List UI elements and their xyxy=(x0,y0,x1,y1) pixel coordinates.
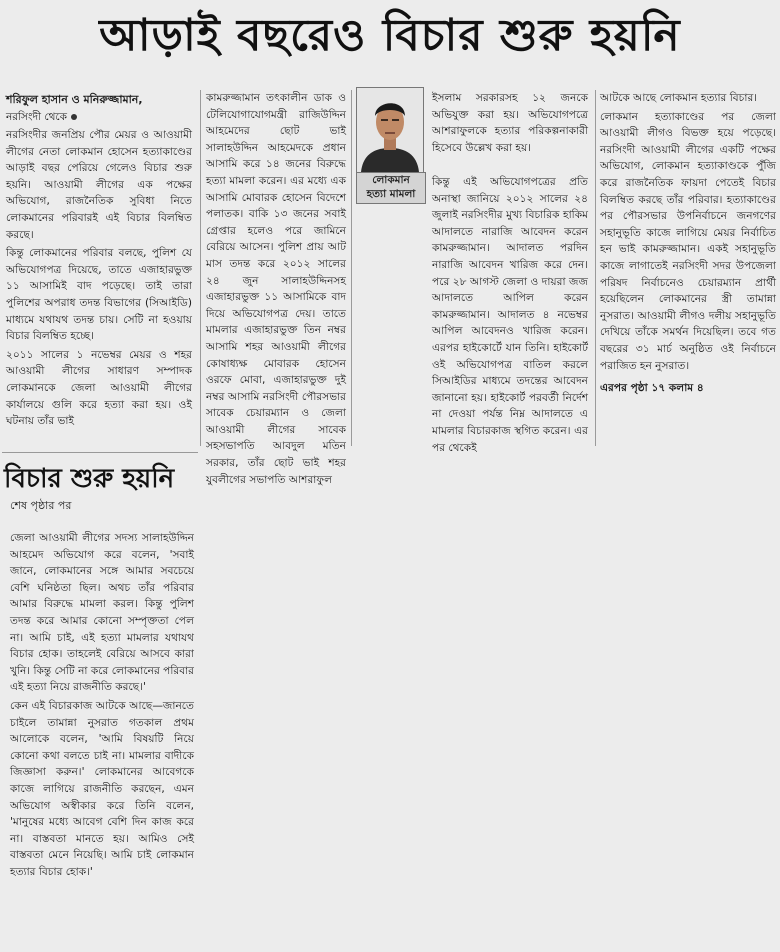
photo-caption-line-1: লোকমান xyxy=(372,174,410,186)
col1-paragraph: ২০১১ সালের ১ নভেম্বর মেয়র ও শহর আওয়ামী লীগের সাধারণ সম্পাদক লোকমানকে জেলা আওয়ামী লীগের কার্যালয়ে গুলি করে হত্যা করা হয়। ওই ঘটনায় তাঁর ভাই xyxy=(6,348,192,428)
col3-paragraph: কিন্তু এই অভিযোগপত্রের প্রতি অনাস্থা জানিয়ে ২০১২ সালের ২৪ জুলাই নরসিংদীর মুখ্য বিচারিক হাকিম আদালতে নারাজি আবেদন করেন কামরুজ্জামান। আদালত পরদিন নারাজি আবেদন খারিজ করে দেন। পরে ২৮ আগস্ট জেলা ও দায়রা জজ আদালতে আপিল করেন কামরুজ্জামান। আদালত ৪ নভেম্বর আপিল আবেদনও খারিজ করেন। এরপর হাইকোর্টে যান তিনি। হাইকোর্ট ওই অভিযোগপত্র বাতিল করলে সিআইডির মাধ্যমে তদন্তের আবেদন জানানো হয়। হাইকোর্ট পরবর্তী নির্দেশ না দেওয়া পর্যন্ত নিম্ন আদালতে এ মামলার বিচারকাজ স্থগিত করেন। এর পর থেকেই xyxy=(432,176,588,454)
continued-on-label: এরপর পৃষ্ঠা ১৭ কলাম ৪ xyxy=(600,382,704,395)
continuation-subhead: বিচার শুরু হয়নি xyxy=(4,464,175,494)
article-column-3-continued xyxy=(432,174,588,454)
col4-paragraph: আটকে আছে লোকমান হত্যার বিচার। xyxy=(600,92,758,104)
continuation-paragraph: জেলা আওয়ামী লীগের সদস্য সালাহউদ্দিন আহমেদ অভিযোগ করে বলেন, 'সবাই জানে, লোকমানের সঙ্গে আমার সবচেয়ে বেশি ঘনিষ্ঠতা ছিল। অথচ তাঁর পরিবার আমার বিরুদ্ধে মামলা করল। কিন্তু পুলিশ তদন্ত করে আমার কোনো সম্পৃক্ততা পেল না। আমি চাই, এই হত্যা মামলার যথাযথ বিচার হোক। তাহলেই বেরিয়ে আসবে কারা খুনি। কিন্তু সেটি না করে লোকমানের পরিবার এই হত্যা নিয়ে রাজনীতি করছে।' xyxy=(10,532,194,694)
photo-caption-line-2: হত্যা মামলা xyxy=(366,188,416,200)
continued-from-label: শেষ পৃষ্ঠার পর xyxy=(10,499,72,512)
article-column-1 xyxy=(6,92,192,447)
article-column-4 xyxy=(600,90,776,448)
article-column-2 xyxy=(206,90,346,486)
bullet-icon xyxy=(71,114,77,120)
portrait-photo xyxy=(356,87,424,173)
photo-caption xyxy=(356,172,426,204)
col1-paragraph: কিন্তু লোকমানের পরিবার বলছে, পুলিশ যে অভিযোগপত্র দিয়েছে, তাতে এজাহারভুক্ত ১১ আসামিই বাদ পড়েছে। তাই তারা পুলিশের অপরাধ তদন্ত বিভাগের (সিআইডি) মাধ্যমে যথাযথ তদন্ত চায়। সেটি না হওয়ায় বিচার বিলম্বিত হচ্ছে। xyxy=(6,247,192,343)
col3-paragraph: ইসলাম সরকারসহ ১২ জনকে অভিযুক্ত করা হয়। অভিযোগপত্রে আশরাফুলকে হত্যার পরিকল্পনাকারী হিসেবে উল্লেখ করা হয়। xyxy=(432,92,588,154)
col2-paragraph: কামরুজ্জামান তৎকালীন ডাক ও টেলিযোগাযোগমন্ত্রী রাজিউদ্দিন আহমেদের ছোট ভাই সালাহউদ্দিন আহমেদকে প্রধান আসামি করে ১৪ জনের বিরুদ্ধে হত্যা মামলা করেন। এর মধ্যে এক আসামি মোবারক হোসেন বিদেশে পলাতক। বাকি ১৩ জনের সবাই গ্রেপ্তার হলেও পরে জামিনে বেরিয়ে আসেন। পুলিশ প্রায় আট মাস তদন্ত করে ২০১২ সালের ২৪ জুন সালাহউদ্দিনসহ এজাহারভুক্ত ১১ আসামিকে বাদ দিয়ে অভিযোগপত্র দেয়। তাতে মামলার এজাহারভুক্ত তিন নম্বর আসামি শহর আওয়ামী লীগের কোষাধ্যক্ষ মোবারক হোসেন ওরফে মোবা, এজাহারভুক্ত দুই নম্বর আসামি নরসিংদী পৌরসভার সাবেক চেয়ারম্যান ও জেলা আওয়ামী লীগের সাবেক সহসভাপতি আবদুল মতিন সরকার, তাঁর ছোট ভাই শহর যুবলীগের সভাপতি আশরাফুল xyxy=(206,92,346,486)
headline: আড়াই বছরেও বিচার শুরু হয়নি xyxy=(99,10,681,61)
portrait-icon xyxy=(357,88,423,172)
continuation-column xyxy=(10,530,194,948)
col4-paragraph: লোকমান হত্যাকাণ্ডের পর জেলা আওয়ামী লীগও বিভক্ত হয়ে পড়েছে। নরসিংদী আওয়ামী লীগের একটি পক্ষের অভিযোগ, লোকমান হত্যাকাণ্ডকে পুঁজি করে রাজনৈতিক ফায়দা পেতেই বিচার বিলম্বিত করছে তাঁর পরিবার। হত্যাকাণ্ডের পর পৌরসভার উপনির্বাচনে জনগণের সহানুভূতি কাজে লাগিয়ে মেয়র নির্বাচিত হন ভাই কামরুজ্জামান। একই সহানুভূতি কাজে লাগাতেই নরসিংদী সদর উপজেলা পরিষদ নির্বাচনেও চেয়ারম্যান প্রার্থী হয়েছিলেন লোকমানের স্ত্রী তামান্না নুসরাত। আওয়ামী লীগও দলীয় সহানুভূতি দেখিয়ে তাঁকে সমর্থন দিয়েছিল। তবে গত বছরের ৩১ মার্চ অনুষ্ঠিত ওই নির্বাচনে পরাজিত হন নুসরাত। xyxy=(600,110,776,372)
column-divider xyxy=(595,90,596,446)
byline-place xyxy=(6,110,192,125)
column-divider xyxy=(200,90,201,446)
continuation-paragraph: কেন এই বিচারকাজ আটকে আছে—জানতে চাইলে তামান্না নুসরাত গতকাল প্রথম আলোকে বলেন, 'আমি বিষয়টি নিয়ে কোনো কথা বলতে চাই না। মামলার বাদীকে জিজ্ঞাসা করুন।' লোকমানের আবেগকে কাজে লাগিয়ে রাজনীতি করছেন, এমন অভিযোগ অস্বীকার করে তিনি বলেন, 'মানুষের মধ্যে আবেগ বেশি দিন কাজ করে না। বাস্তবতা মানতে হয়। আমিও সেই বাস্তবতা মেনে নিয়েছি। আমি চাই লোকমান হত্যার বিচার হোক।' xyxy=(10,699,194,878)
byline-place-text: নরসিংদী থেকে xyxy=(6,111,67,123)
article-column-3 xyxy=(432,90,588,180)
column-divider xyxy=(351,90,352,446)
byline-authors: শরিফুল হাসান ও মনিরুজ্জামান, xyxy=(6,93,143,106)
col1-paragraph: নরসিংদীর জনপ্রিয় পৌর মেয়র ও আওয়ামী লীগের নেতা লোকমান হোসেন হত্যাকাণ্ডের আড়াই বছর পেরিয়ে গেলেও বিচার শুরু হয়নি। আওয়ামী লীগের এক পক্ষের অভিযোগ, রাজনৈতিক সুবিধা নিতে লোকমানের পরিবারই এই বিচার বিলম্বিত করছে। xyxy=(6,129,192,241)
